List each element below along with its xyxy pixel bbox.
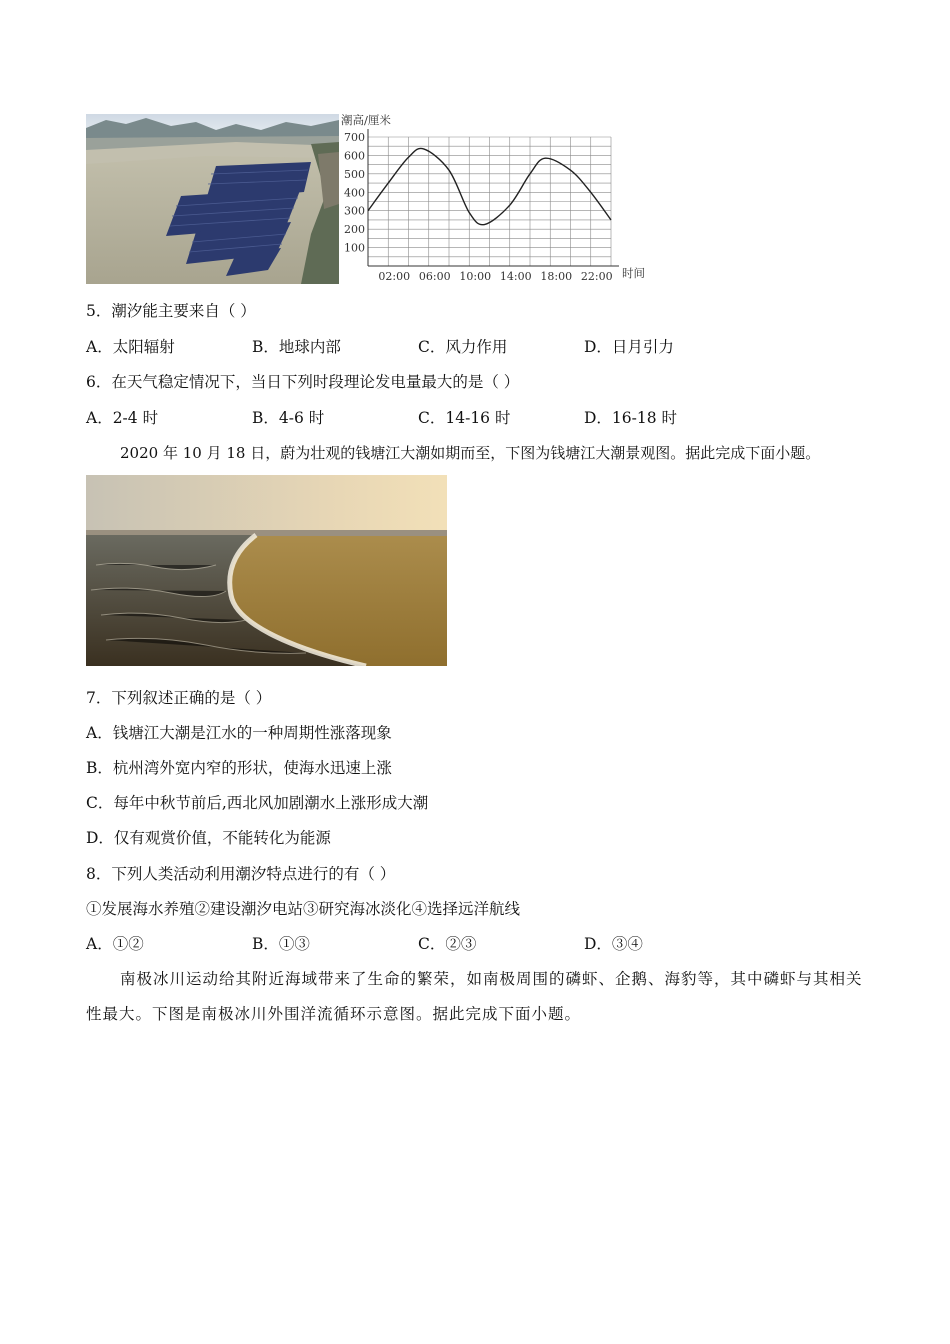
y-tick-label: 700 [344, 131, 365, 144]
q6-option-d[interactable]: D．16-18 时 [584, 409, 678, 427]
q8-items: ①发展海水养殖②建设潮汐电站③研究海冰淡化④选择远洋航线 [86, 900, 521, 918]
q5-stem: 5．潮汐能主要来自（ ） [86, 302, 256, 320]
chart-axes [368, 129, 619, 266]
q6-option-b[interactable]: B．4-6 时 [252, 409, 325, 427]
chart-xlabel: 时间 [622, 266, 645, 280]
x-tick-label: 02:00 [378, 270, 411, 283]
q8-option-a[interactable]: A．①② [86, 935, 144, 953]
y-tick-label: 600 [344, 149, 365, 163]
chart-grid [368, 137, 611, 266]
intro-qiantang: 2020 年 10 月 18 日，蔚为壮观的钱塘江大潮如期而至，下图为钱塘江大潮景观图。据此完成下面小题。 [120, 444, 821, 462]
y-tick-label: 500 [344, 167, 365, 181]
y-tick-label: 300 [344, 204, 365, 218]
q8-stem: 8．下列人类活动利用潮汐特点进行的有（ ） [86, 865, 396, 883]
q6-stem: 6．在天气稳定情况下，当日下列时段理论发电量最大的是（ ） [86, 373, 520, 391]
x-tick-label: 14:00 [499, 270, 532, 283]
q7-option-c[interactable]: C．每年中秋节前后,西北风加剧潮水上涨形成大潮 [86, 794, 429, 812]
solar-farm-photo [86, 114, 339, 284]
q7-option-d[interactable]: D．仅有观赏价值，不能转化为能源 [86, 829, 331, 847]
q6-option-c[interactable]: C．14-16 时 [418, 409, 511, 427]
y-tick-label: 200 [344, 223, 365, 237]
tide-chart [338, 110, 658, 288]
tide-chart-svg [338, 110, 658, 288]
q5-option-c[interactable]: C．风力作用 [418, 338, 508, 356]
q5-option-d[interactable]: D．日月引力 [584, 338, 674, 356]
y-tick-label: 100 [344, 241, 365, 255]
q5-option-a[interactable]: A．太阳辐射 [86, 338, 175, 356]
qiantang-tide-photo [86, 475, 447, 666]
chart-tick-labels [344, 131, 613, 283]
x-tick-label: 18:00 [540, 270, 573, 283]
x-tick-label: 10:00 [459, 270, 492, 283]
q8-option-c[interactable]: C．②③ [418, 935, 477, 953]
x-tick-label: 06:00 [418, 270, 451, 283]
x-tick-label: 22:00 [580, 270, 613, 283]
q8-option-d[interactable]: D．③④ [584, 935, 643, 953]
q6-option-a[interactable]: A．2-4 时 [86, 409, 159, 427]
chart-ylabel: 潮高/厘米 [341, 113, 391, 127]
intro-antarctic: 南极冰川运动给其附近海域带来了生命的繁荣，如南极周围的磷虾、企鹅、海豹等，其中磷虾与其相关性最大。下图是南极冰川外围洋流循环示意图。据此完成下面小题。 [86, 970, 863, 1023]
q5-option-b[interactable]: B．地球内部 [252, 338, 341, 356]
q7-option-a[interactable]: A．钱塘江大潮是江水的一种周期性涨落现象 [86, 724, 392, 742]
q8-option-b[interactable]: B．①③ [252, 935, 310, 953]
q7-stem: 7．下列叙述正确的是（ ） [86, 689, 272, 707]
y-tick-label: 400 [344, 186, 365, 200]
q7-option-b[interactable]: B．杭州湾外宽内窄的形状，使海水迅速上涨 [86, 759, 392, 777]
